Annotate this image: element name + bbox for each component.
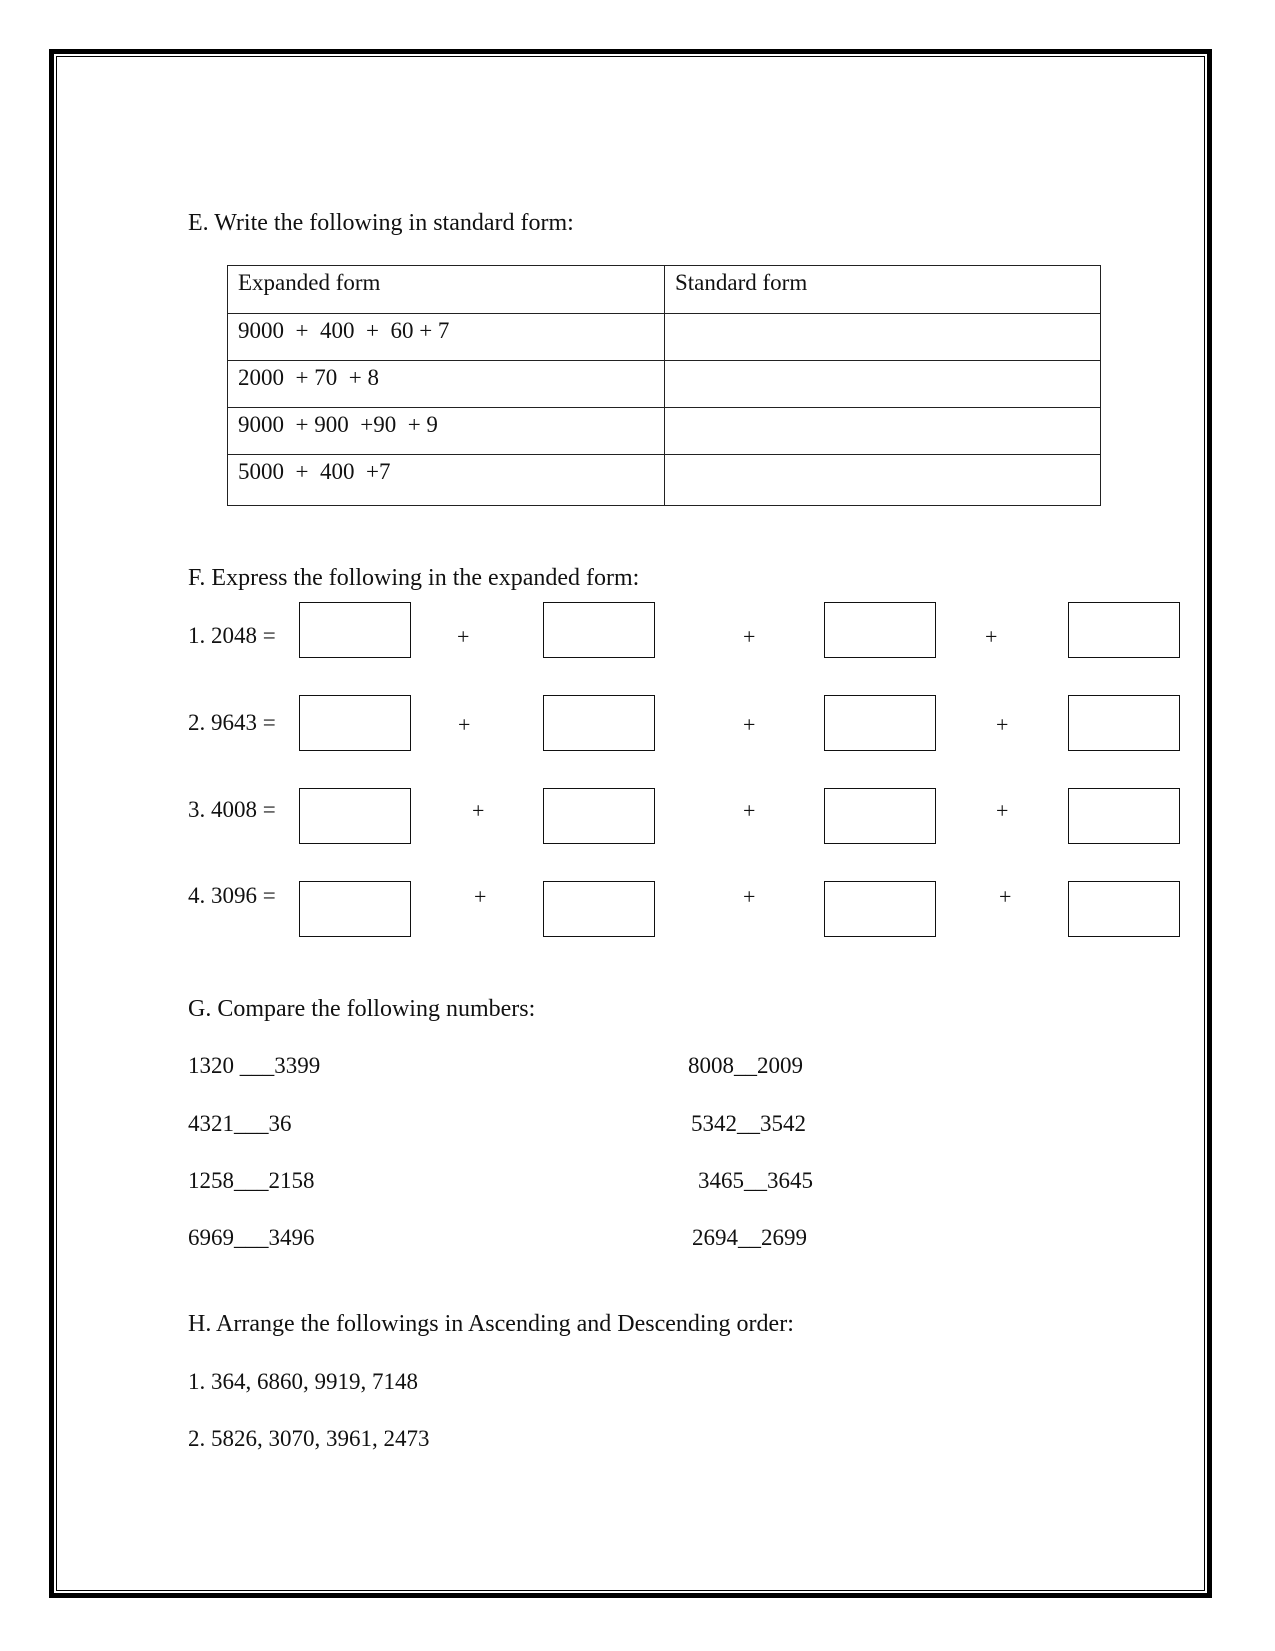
plus-sign: + [743,884,756,909]
answer-box[interactable] [299,695,411,751]
plus-sign: + [743,712,756,737]
plus-sign: + [743,624,756,649]
table-header-standard: Standard form [665,266,1101,314]
answer-box[interactable] [1068,602,1180,658]
table-row [228,314,1101,361]
standard-answer-cell[interactable] [665,408,1101,455]
expanded-cell: 9000 + 400 + 60 + 7 [228,314,665,361]
answer-box[interactable] [824,602,936,658]
plus-sign: + [996,712,1009,737]
standard-answer-cell[interactable] [665,455,1101,506]
answer-box[interactable] [543,695,655,751]
answer-box[interactable] [299,602,411,658]
expanded-cell: 9000 + 900 +90 + 9 [228,408,665,455]
standard-answer-cell[interactable] [665,361,1101,408]
answer-box[interactable] [543,788,655,844]
answer-box[interactable] [824,788,936,844]
plus-sign: + [457,624,470,649]
plus-sign: + [458,712,471,737]
section-e-heading: E. Write the following in standard form: [188,210,574,236]
standard-form-table [227,265,1101,506]
answer-box[interactable] [299,881,411,937]
answer-box[interactable] [299,788,411,844]
compare-item-left: 1320 ___3399 [188,1053,321,1078]
section-h-heading: H. Arrange the followings in Ascending and Descending order: [188,1311,794,1337]
plus-sign: + [985,624,998,649]
table-header-row [228,266,1101,314]
compare-item-right: 8008__2009 [688,1053,803,1078]
plus-sign: + [472,798,485,823]
expanded-item-label: 1. 2048 = [188,623,276,648]
expanded-item-label: 4. 3096 = [188,883,276,908]
standard-answer-cell[interactable] [665,314,1101,361]
expanded-cell: 5000 + 400 +7 [228,455,665,506]
answer-box[interactable] [1068,695,1180,751]
expanded-item-label: 2. 9643 = [188,710,276,735]
answer-box[interactable] [824,881,936,937]
plus-sign: + [996,798,1009,823]
plus-sign: + [474,884,487,909]
answer-box[interactable] [1068,881,1180,937]
compare-item-left: 6969___3496 [188,1225,315,1250]
compare-item-right: 5342__3542 [691,1111,806,1136]
table-row [228,455,1101,506]
section-f-heading: F. Express the following in the expanded form: [188,565,640,591]
table-row [228,361,1101,408]
answer-box[interactable] [824,695,936,751]
arrange-item: 2. 5826, 3070, 3961, 2473 [188,1426,430,1451]
expanded-cell: 2000 + 70 + 8 [228,361,665,408]
section-g-heading: G. Compare the following numbers: [188,996,536,1022]
answer-box[interactable] [543,881,655,937]
compare-item-left: 4321___36 [188,1111,292,1136]
expanded-item-label: 3. 4008 = [188,797,276,822]
table-header-expanded: Expanded form [228,266,665,314]
table-row [228,408,1101,455]
compare-item-left: 1258___2158 [188,1168,315,1193]
arrange-item: 1. 364, 6860, 9919, 7148 [188,1369,418,1394]
plus-sign: + [743,798,756,823]
plus-sign: + [999,884,1012,909]
compare-item-right: 2694__2699 [692,1225,807,1250]
answer-box[interactable] [543,602,655,658]
answer-box[interactable] [1068,788,1180,844]
compare-item-right: 3465__3645 [698,1168,813,1193]
